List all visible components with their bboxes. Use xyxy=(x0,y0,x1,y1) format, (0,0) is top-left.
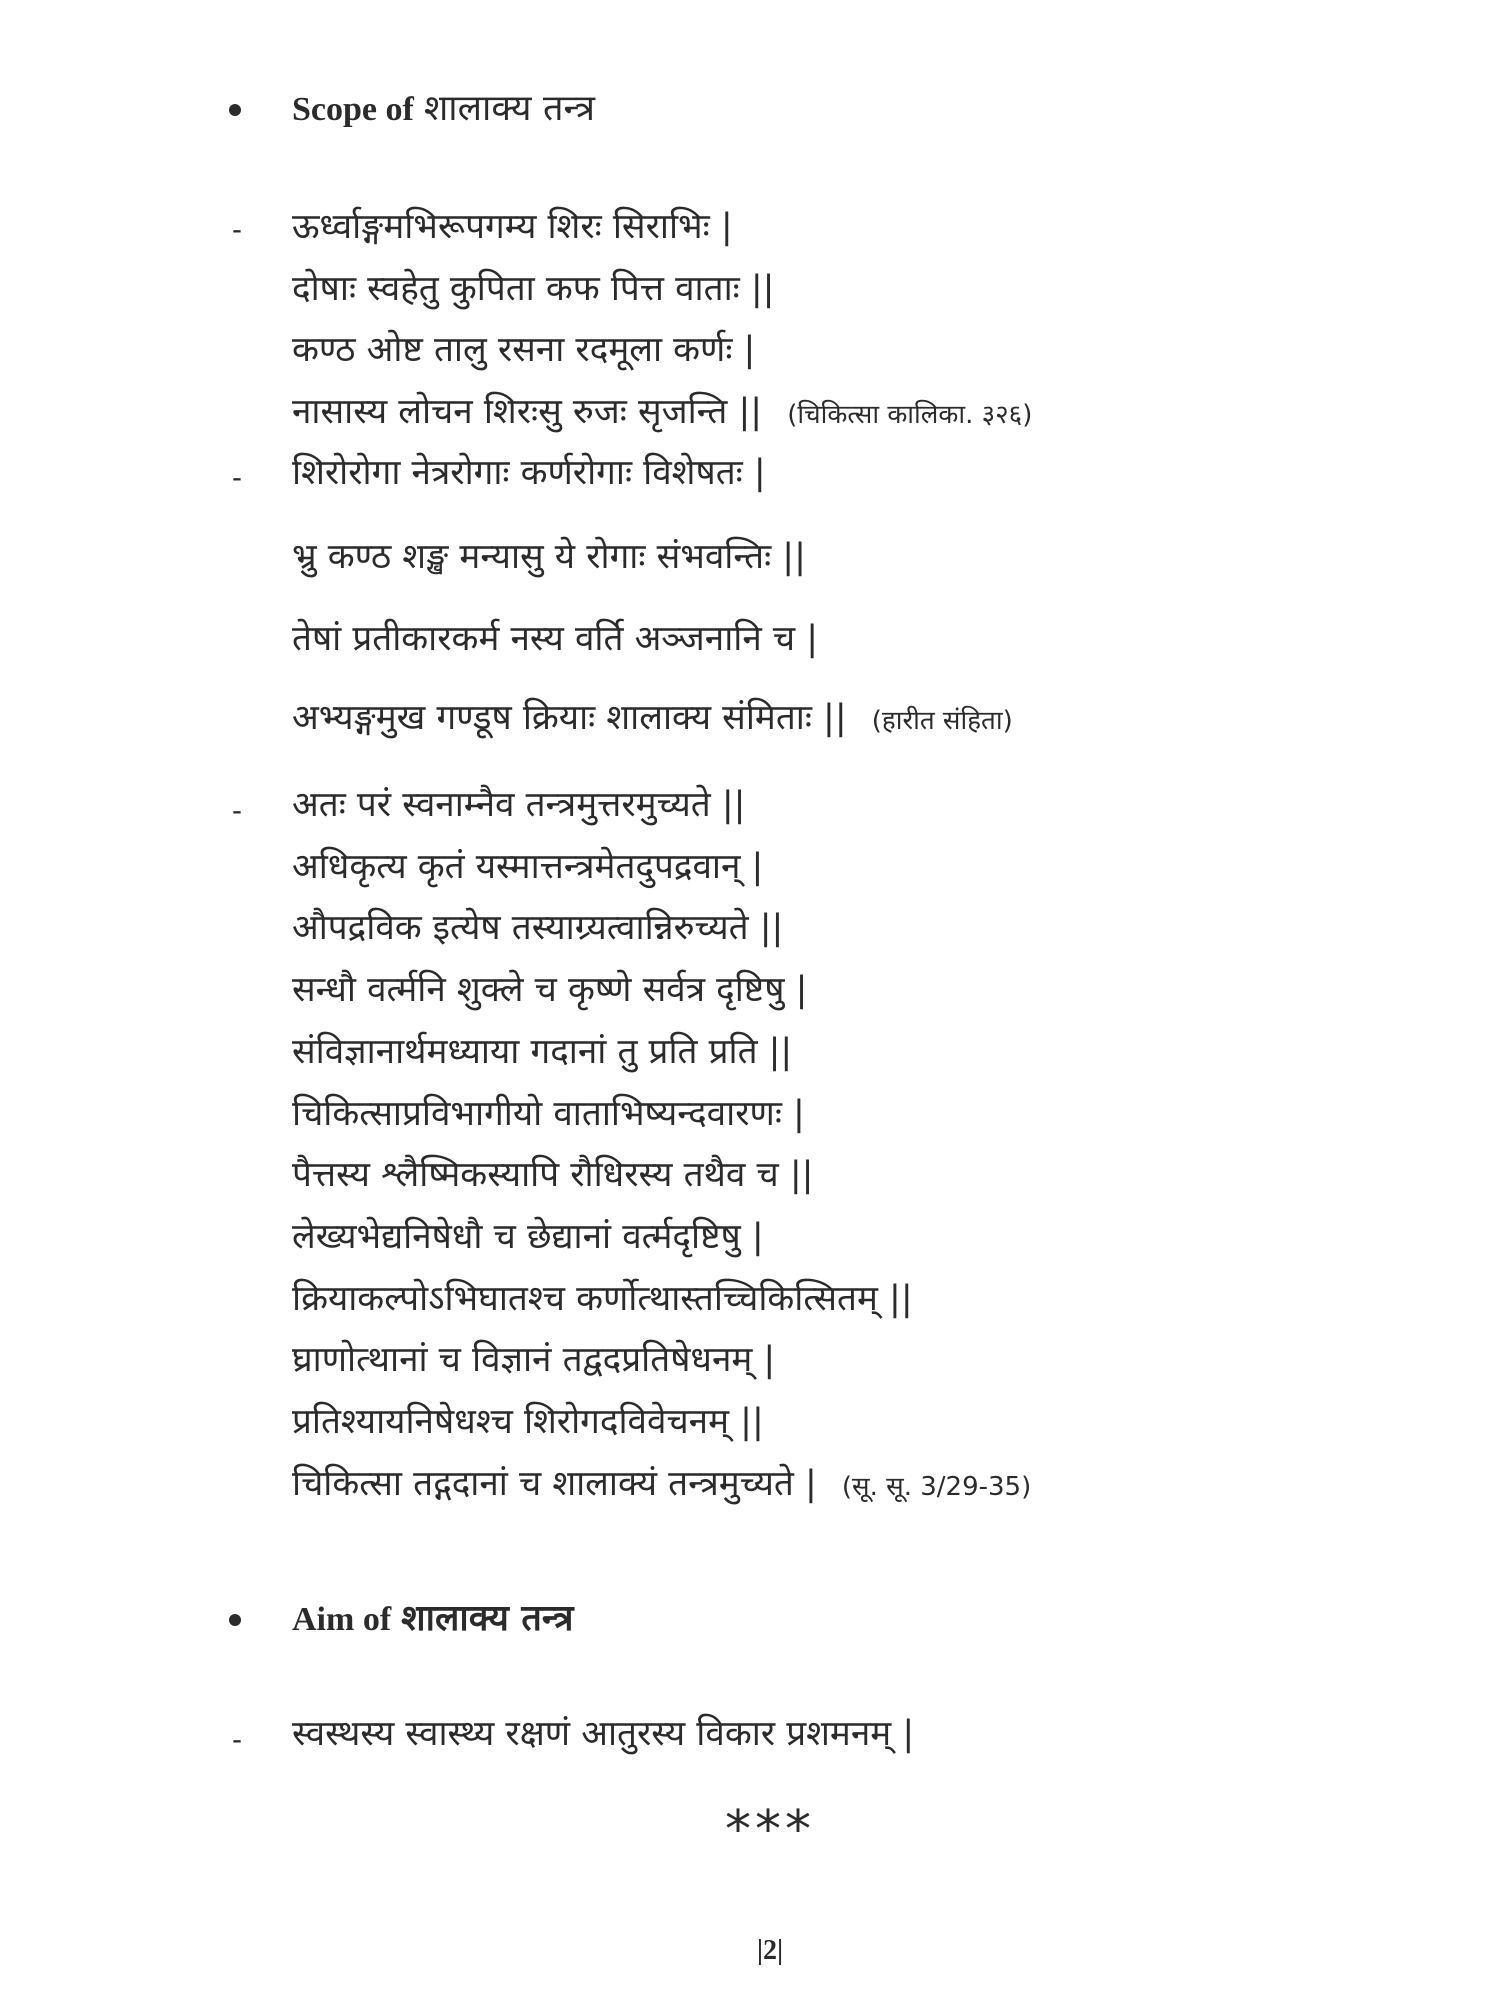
verse-line: प्रतिश्यायनिषेधश्च शिरोगदविवेचनम् || xyxy=(292,1402,764,1442)
aim-line: स्वस्थस्य स्वास्थ्य रक्षणं आतुरस्य विकार प्रशमनम् | xyxy=(292,1714,915,1754)
verse-text: चिकित्सा तद्गदानां च शालाक्यं तन्त्रमुच्यते | xyxy=(292,1464,817,1504)
verse-text: नासास्य लोचन शिरःसु रुजः सृजन्ति || xyxy=(292,392,763,432)
verse-line: तेषां प्रतीकारकर्म नस्य वर्ति अञ्जनानि च | xyxy=(292,619,819,659)
verse-line: घ्राणोत्थानां च विज्ञानं तद्वदप्रतिषेधनम् | xyxy=(292,1340,776,1380)
scope-heading-dev: शालाक्य तन्त्र xyxy=(423,88,596,129)
aim-heading-en: Aim of xyxy=(292,1601,392,1638)
verse-line: लेख्यभेद्यनिषेधौ च छेद्यानां वर्त्मदृष्टिषु | xyxy=(292,1217,764,1257)
verse-line: क्रियाकल्पोऽभिघातश्च कर्णोत्थास्तच्चिकित्सितम् || xyxy=(292,1279,913,1319)
dash-marker: - xyxy=(232,213,242,246)
verse-line: अधिकृत्य कृतं यस्मात्तन्त्रमेतदुपद्रवान् | xyxy=(292,847,764,887)
verse-line: संविज्ञानार्थमध्याया गदानां तु प्रति प्रति || xyxy=(292,1032,793,1072)
verse-line: चिकित्साप्रविभागीयो वाताभिष्यन्दवारणः | xyxy=(292,1094,805,1134)
verse-line: सन्धौ वर्त्मनि शुक्ले च कृष्णे सर्वत्र दृष्टिषु | xyxy=(292,970,808,1010)
verse-line: शिरोरोगा नेत्ररोगाः कर्णरोगाः विशेषतः | xyxy=(292,453,766,493)
verse-line: कण्ठ ओष्ट तालु रसना रदमूला कर्णः | xyxy=(292,330,756,370)
dash-marker: - xyxy=(232,461,242,494)
dash-marker: - xyxy=(232,794,242,827)
verse-line xyxy=(292,698,1013,738)
citation-chikitsa-kalika: (चिकित्सा कालिका. ३२६) xyxy=(787,400,1033,430)
verse-line xyxy=(292,392,1033,432)
page-number: |2| xyxy=(756,1935,784,1966)
verse-line: ऊर्ध्वाङ्गमभिरूपगम्य शिरः सिराभिः | xyxy=(292,207,733,247)
scope-heading xyxy=(292,82,595,131)
aim-heading xyxy=(292,1592,573,1641)
verse-line xyxy=(292,1464,1032,1504)
section-separator: *** xyxy=(725,1800,815,1860)
verse-line: पैत्तस्य श्लैष्मिकस्यापि रौधिरस्य तथैव च || xyxy=(292,1155,814,1195)
verse-line: दोषाः स्वहेतु कुपिता कफ पित्त वाताः || xyxy=(292,269,775,309)
dash-marker: - xyxy=(232,1723,242,1756)
bullet-scope xyxy=(229,104,241,116)
aim-heading-dev: शालाक्य तन्त्र xyxy=(401,1598,574,1639)
verse-text: अभ्यङ्गमुख गण्डूष क्रियाः शालाक्य संमिताः || xyxy=(292,698,847,738)
verse-line: अतः परं स्वनाम्नैव तन्त्रमुत्तरमुच्यते || xyxy=(292,785,746,825)
verse-line: औपद्रविक इत्येष तस्याग्र्यत्वान्निरुच्यते || xyxy=(292,908,784,948)
verse-line: भ्रु कण्ठ शङ्ख मन्यासु ये रोगाः संभवन्तिः || xyxy=(292,537,806,577)
citation-harita-samhita: (हारीत संहिता) xyxy=(871,706,1013,736)
citation-sushruta: (सू. सू. 3/29-35) xyxy=(841,1472,1032,1502)
scope-heading-en: Scope of xyxy=(292,91,414,128)
bullet-aim xyxy=(229,1614,241,1626)
